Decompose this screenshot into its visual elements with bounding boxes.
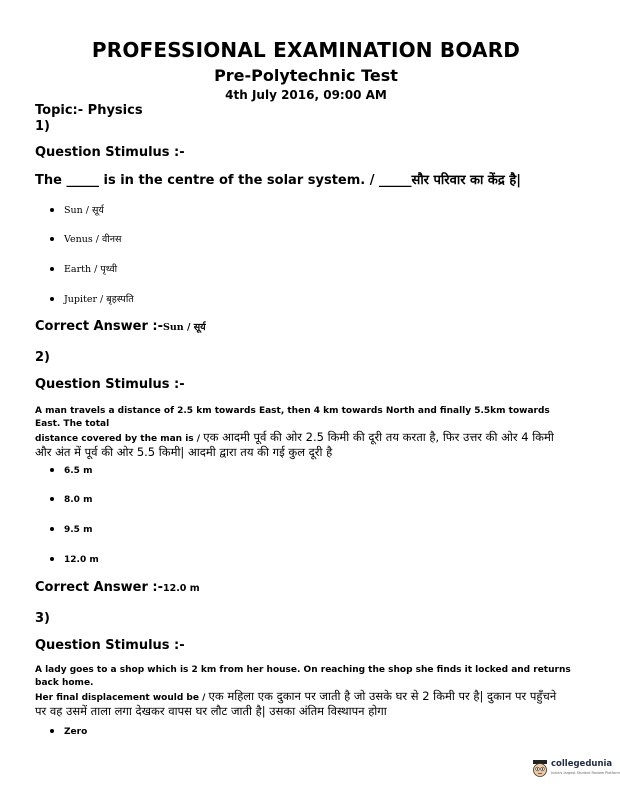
option-text: Sun / सूर्य (64, 205, 104, 216)
topic-heading: Topic:- Physics (35, 103, 143, 118)
bullet-icon (50, 267, 54, 271)
question-2-option (50, 554, 99, 565)
question-2-text-line: A man travels a distance of 2.5 km towards East, then 4 km towards North and finally 5.5km towards East. The total (35, 406, 550, 429)
question-3-text-line: पर वह उसमें ताला लगा देखकर वापस घर लौट जाती है| उसका अंतिम विस्थापन होगा (35, 704, 387, 718)
question-2-option (50, 494, 92, 505)
bullet-icon (50, 557, 54, 561)
logo-name: collegedunia (551, 759, 613, 769)
question-2-option (50, 524, 92, 535)
question-2-number: 2) (35, 350, 50, 365)
question-1-text: The _____ is in the centre of the solar system. / _____सौर परिवार का केंद्र है| (35, 173, 521, 188)
test-title: Pre-Polytechnic Test (214, 66, 398, 85)
answer-value: 12.0 m (162, 583, 200, 594)
answer-label: Correct Answer :- (35, 319, 163, 334)
test-date: 4th July 2016, 09:00 AM (225, 88, 387, 102)
question-2-text-line: distance covered by the man is / एक आदमी पूर्व की ओर 2.5 किमी की दूरी तय करता है, फिर उत्तर की ओर 4 किमी (35, 430, 554, 444)
bullet-icon (50, 527, 54, 531)
question-3-stimulus-label: Question Stimulus :- (35, 638, 185, 653)
bullet-icon (50, 729, 54, 733)
option-text: Earth / पृथ्वी (64, 264, 118, 275)
option-text: 12.0 m (64, 555, 99, 565)
question-3-text (35, 664, 575, 718)
question-1-option (50, 232, 121, 245)
option-text: 6.5 m (64, 466, 93, 476)
option-text: Venus / वीनस (64, 234, 122, 245)
bullet-icon (50, 297, 54, 301)
question-1-correct-answer (35, 319, 206, 334)
question-1-number: 1) (35, 119, 50, 134)
bullet-icon (50, 468, 54, 472)
option-text: 9.5 m (64, 525, 93, 535)
logo-tagline: India's largest Student Review Platform (551, 771, 620, 775)
collegedunia-logo (531, 757, 620, 783)
question-2-correct-answer (35, 580, 200, 595)
question-2-option (50, 465, 92, 476)
mascot-icon (531, 759, 549, 779)
bullet-icon (50, 497, 54, 501)
question-2-stimulus-label: Question Stimulus :- (35, 377, 185, 392)
board-title: PROFESSIONAL EXAMINATION BOARD (91, 38, 521, 62)
question-3-text-line: A lady goes to a shop which is 2 km from her house. On reaching the shop she finds it locked and returns back home. (35, 665, 571, 688)
question-1-option (50, 292, 134, 305)
question-3-text-line: Her final displacement would be / एक महिला एक दुकान पर जाती है जो उसके घर से 2 किमी पर है| दुकान पर पहुँचने (35, 689, 557, 703)
question-3-number: 3) (35, 611, 50, 626)
question-1-option (50, 203, 104, 216)
answer-value: Sun / सूर्य (162, 322, 206, 333)
option-text: Jupiter / बृहस्पति (64, 294, 134, 305)
question-1-stimulus-label: Question Stimulus :- (35, 145, 185, 160)
answer-label: Correct Answer :- (35, 580, 163, 595)
bullet-icon (50, 237, 54, 241)
question-1-option (50, 262, 117, 275)
question-2-text (35, 405, 575, 459)
option-text: 8.0 m (64, 495, 93, 505)
question-3-option (50, 726, 87, 737)
option-text: Zero (64, 727, 88, 737)
bullet-icon (50, 208, 54, 212)
question-2-text-line: और अंत में पूर्व की ओर 5.5 किमी| आदमी द्वारा तय की गई कुल दूरी है (35, 445, 333, 459)
